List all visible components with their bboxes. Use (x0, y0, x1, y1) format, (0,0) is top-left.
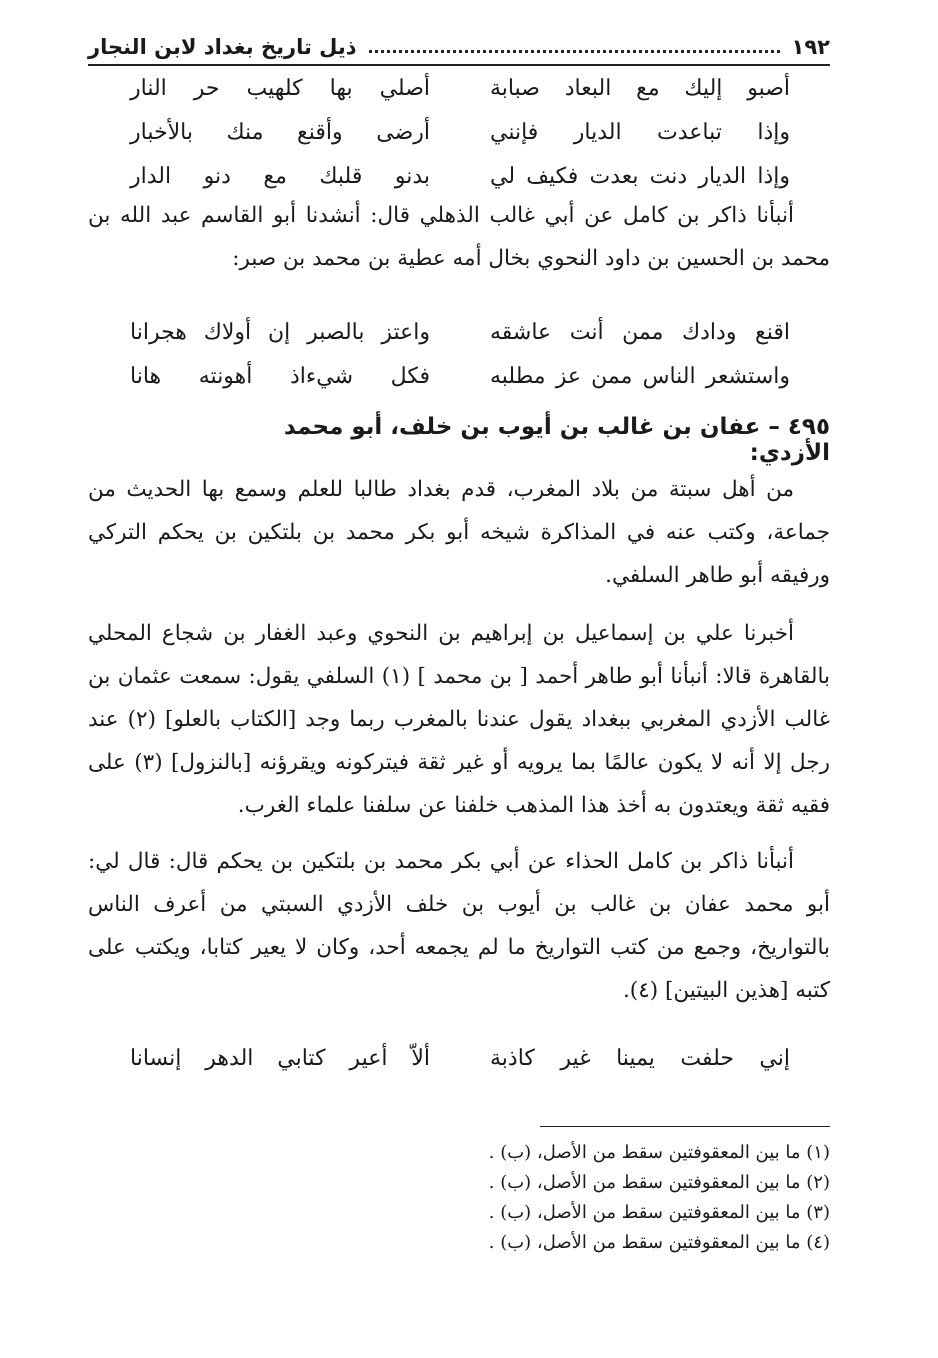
verse-first-hemistich: اقنع ودادك ممن أنت عاشقه (490, 319, 790, 345)
poem-verse (130, 310, 790, 354)
paragraph-books: أنبأنا ذاكر بن كامل الحذاء عن أبي بكر محمد بن بلتكين بن يحكم قال: قال لي: أبو محمد عفان بن غالب بن أيوب بن خلف الأزدي السبتي من أعرف الناس بالتواريخ، وجمع من كتب التواريخ ما لم يجمعه أحد، وكان لا يعير كتابا، ويكتب على كتبه [هذين البيتين] (٤). (88, 849, 830, 1003)
poem-verse (130, 354, 790, 398)
running-title: ذيل تاريخ بغداد لابن النجار (88, 35, 357, 59)
poem-verse (130, 66, 790, 110)
header-dotted-leader (369, 50, 780, 53)
verse-second-hemistich: أرضى وأقنع منك بالأخبار (130, 119, 430, 145)
verse-second-hemistich: بدنو قلبك مع دنو الدار (130, 163, 430, 189)
verse-first-hemistich: وإذا الديار دنت بعدت فكيف لي (490, 163, 790, 189)
footnote: (٤) ما بين المعقوفتين سقط من الأصل، (ب) . (488, 1232, 830, 1253)
verse-second-hemistich: واعتز بالصبر إن أولاك هجرانا (130, 319, 430, 345)
verse-second-hemistich: فكل شيءاذ أهونته هانا (130, 363, 430, 389)
running-header (88, 30, 830, 66)
footnote: (٣) ما بين المعقوفتين سقط من الأصل، (ب) . (488, 1202, 830, 1223)
paragraph-isnad: أنبأنا ذاكر بن كامل عن أبي غالب الذهلي قال: أنشدنا أبو القاسم عبد الله بن محمد بن الحسين بن داود النحوي بخال أمه عطية بن محمد بن صبر: (88, 203, 830, 271)
poem-verse (130, 154, 790, 198)
entry-heading: ٤٩٥ – عفان بن غالب بن أيوب بن خلف، أبو محمد الأزدي: (283, 414, 830, 466)
poem-verse (130, 110, 790, 154)
poem-verse (130, 1036, 790, 1080)
footnote: (٢) ما بين المعقوفتين سقط من الأصل، (ب) . (488, 1172, 830, 1193)
verse-first-hemistich: إني حلفت يمينا غير كاذبة (490, 1045, 790, 1071)
footnote: (١) ما بين المعقوفتين سقط من الأصل، (ب) . (488, 1142, 830, 1163)
verse-first-hemistich: واستشعر الناس ممن عز مطلبه (490, 363, 790, 389)
verse-first-hemistich: وإذا تباعدت الديار فإنني (490, 119, 790, 145)
verse-second-hemistich: أصلي بها كلهيب حر النار (130, 75, 430, 101)
footnotes (480, 1138, 830, 1258)
verse-second-hemistich: ألاّ أعير كتابي الدهر إنسانا (130, 1045, 430, 1071)
verse-first-hemistich: أصبو إليك مع البعاد صبابة (490, 75, 790, 101)
paragraph-report: أخبرنا علي بن إسماعيل بن إبراهيم بن النحوي وعبد الغفار بن شجاع المحلي بالقاهرة قالا: أنبأنا أبو طاهر أحمد [ بن محمد ] (١) السلفي يقول: سمعت عثمان بن غالب الأزدي المغربي ببغداد يقول عندنا بالمغرب ربما وجد [الكتاب بالعلو] (٢) عند رجل إلا أنه لا يكون عالمًا بما يرويه أو غير ثقة فيتركونه ويقرؤنه [بالنزول] (٣) على فقيه ثقة ويعتدون به أخذ هذا المذهب خلفنا عن سلفنا علماء الغرب. (88, 621, 830, 818)
page-number: ١٩٢ (791, 35, 830, 59)
footnote-separator (540, 1126, 830, 1127)
paragraph-biography: من أهل سبتة من بلاد المغرب، قدم بغداد طالبا للعلم وسمع بها الحديث من جماعة، وكتب عنه في المذاكرة شيخه أبو بكر محمد بن بلتكين بن يحكم التركي ورفيقه أبو طاهر السلفي. (88, 477, 830, 588)
